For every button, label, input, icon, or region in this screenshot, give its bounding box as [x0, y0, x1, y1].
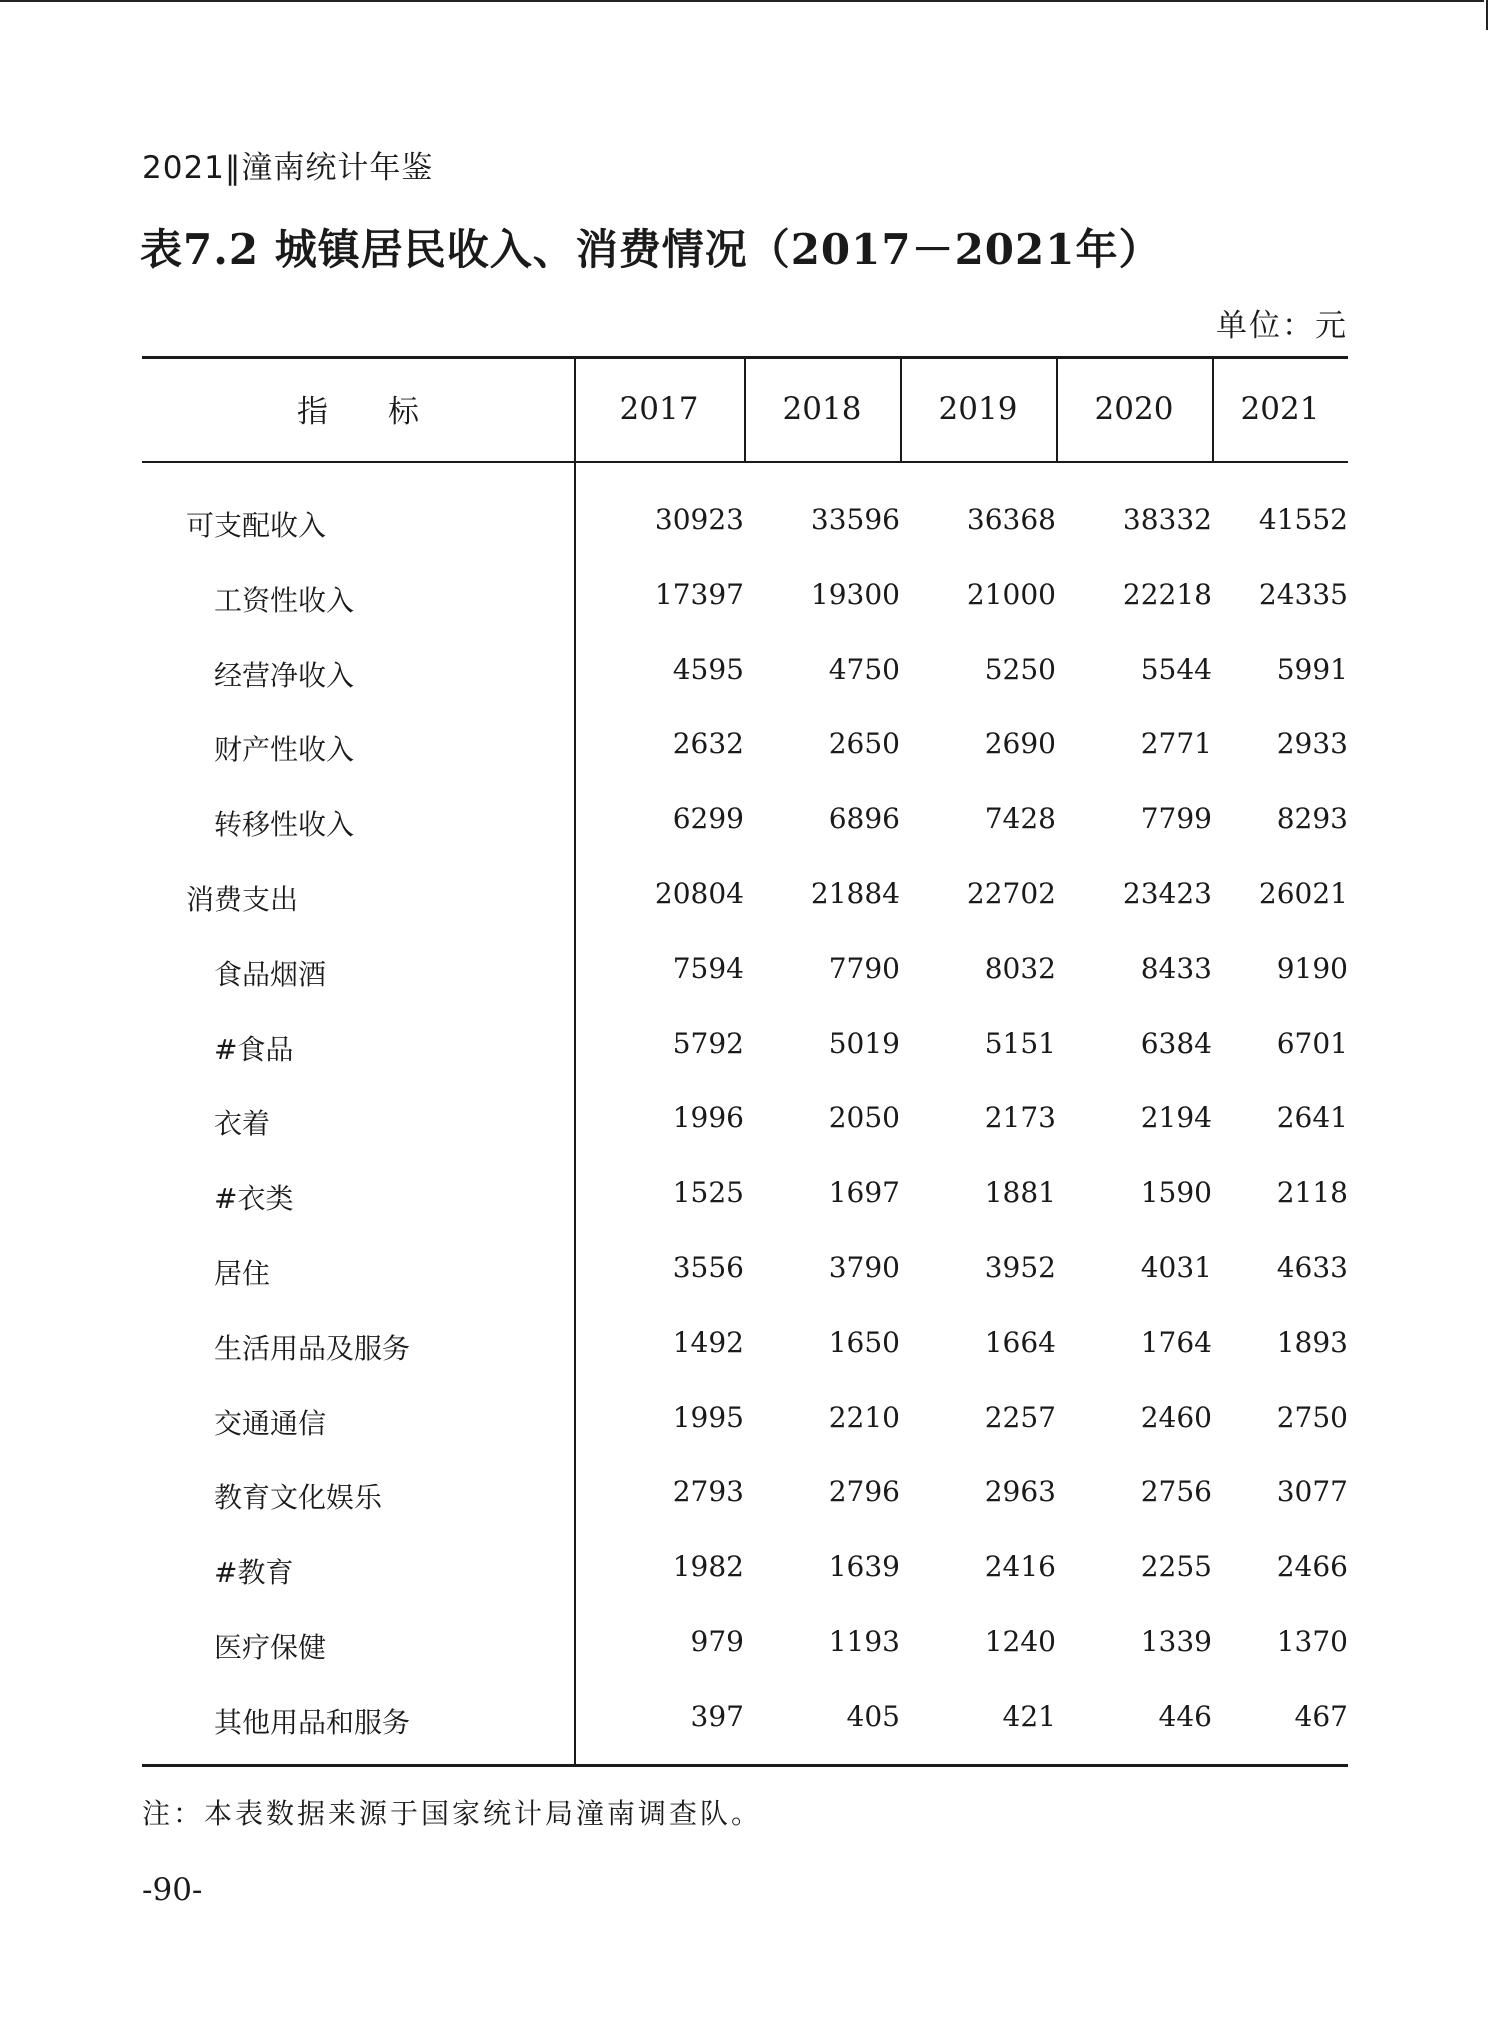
table-row — [142, 1175, 1348, 1250]
cell-value: 446 — [1158, 1699, 1212, 1733]
top-border — [0, 0, 1484, 2]
cell-value: 1996 — [672, 1101, 744, 1135]
row-label: 消费支出 — [186, 883, 299, 916]
source-note: 注：本表数据来源于国家统计局潼南调查队。 — [142, 1797, 763, 1830]
cell-value: 41552 — [1258, 503, 1348, 536]
cell-value: 2632 — [672, 727, 744, 761]
cell-value: 3790 — [828, 1251, 900, 1284]
row-label: 工资性收入 — [214, 583, 355, 617]
cell-value: 397 — [690, 1699, 744, 1733]
cell-value: 2210 — [828, 1400, 900, 1434]
cell-value: 21000 — [966, 577, 1056, 611]
table-row — [142, 1624, 1348, 1699]
cell-value: 21884 — [810, 877, 900, 910]
cell-value: 5544 — [1140, 652, 1212, 686]
cell-value: 17397 — [654, 577, 744, 611]
table-row — [142, 1699, 1348, 1774]
cell-value: 421 — [1002, 1699, 1056, 1733]
table-row — [142, 1100, 1348, 1175]
cell-value: 1982 — [672, 1550, 744, 1584]
yearbook-header: 2021‖潼南统计年鉴 — [142, 150, 434, 186]
column-divider — [1056, 356, 1058, 461]
cell-value: 6896 — [828, 802, 900, 836]
cell-value: 2173 — [984, 1101, 1056, 1135]
cell-value: 4750 — [828, 652, 900, 686]
cell-value: 1240 — [984, 1625, 1056, 1658]
cell-value: 2416 — [984, 1550, 1056, 1584]
cell-value: 30923 — [654, 503, 744, 536]
cell-value: 4031 — [1140, 1251, 1212, 1284]
cell-value: 2460 — [1140, 1400, 1212, 1434]
cell-value: 3556 — [672, 1251, 744, 1284]
cell-value: 4633 — [1276, 1251, 1348, 1284]
cell-value: 5991 — [1276, 652, 1348, 686]
cell-value: 7594 — [672, 951, 744, 985]
table-row — [142, 502, 1348, 577]
table-row — [142, 951, 1348, 1026]
row-label: 生活用品及服务 — [214, 1331, 411, 1365]
cell-value: 5151 — [984, 1026, 1056, 1060]
cell-value: 1590 — [1140, 1176, 1212, 1210]
cell-value: 1664 — [984, 1325, 1056, 1359]
cell-value: 2650 — [828, 727, 900, 761]
table-row — [142, 876, 1348, 951]
year-header: 2020 — [1094, 390, 1174, 427]
cell-value: 2118 — [1276, 1176, 1348, 1210]
cell-value: 1339 — [1140, 1625, 1212, 1658]
table-row — [142, 1250, 1348, 1325]
cell-value: 1881 — [984, 1176, 1056, 1210]
page-number: -90- — [142, 1872, 203, 1908]
year-header: 2017 — [619, 390, 699, 427]
row-label: 教育文化娱乐 — [214, 1481, 383, 1515]
cell-value: 2750 — [1276, 1400, 1348, 1434]
cell-value: 6384 — [1140, 1026, 1212, 1060]
cell-value: 9190 — [1276, 951, 1348, 985]
row-label: #食品 — [214, 1032, 294, 1066]
cell-value: 1995 — [672, 1400, 744, 1434]
cell-value: 24335 — [1258, 577, 1348, 611]
cell-value: 2933 — [1276, 727, 1348, 761]
cell-value: 19300 — [810, 577, 900, 611]
cell-value: 1193 — [828, 1625, 900, 1658]
year-header: 2019 — [938, 390, 1018, 427]
cell-value: 2771 — [1140, 727, 1212, 761]
cell-value: 26021 — [1258, 877, 1348, 910]
cell-value: 1492 — [672, 1325, 744, 1359]
cell-value: 1370 — [1276, 1625, 1348, 1658]
cell-value: 6701 — [1276, 1026, 1348, 1060]
table-row — [142, 652, 1348, 727]
cell-value: 38332 — [1122, 503, 1212, 536]
cell-value: 2194 — [1140, 1101, 1212, 1135]
cell-value: 5019 — [828, 1026, 900, 1060]
row-label: 经营净收入 — [214, 658, 355, 692]
cell-value: 8433 — [1140, 951, 1212, 985]
cell-value: 8032 — [984, 951, 1056, 985]
cell-value: 7790 — [828, 951, 900, 985]
page-title: 表7.2 城镇居民收入、消费情况（2017－2021年） — [140, 225, 1162, 274]
table-header-rule — [142, 461, 1348, 463]
row-label: #衣类 — [214, 1182, 294, 1216]
cell-value: 22702 — [966, 877, 1056, 910]
cell-value: 2796 — [828, 1475, 900, 1509]
indicator-header — [142, 356, 574, 461]
cell-value: 1525 — [672, 1176, 744, 1210]
table-row — [142, 1474, 1348, 1549]
table-row — [142, 801, 1348, 876]
table-row — [142, 577, 1348, 652]
cell-value: 23423 — [1122, 877, 1212, 910]
table-row — [142, 726, 1348, 801]
cell-value: 33596 — [810, 503, 900, 536]
row-label: 其他用品和服务 — [214, 1705, 411, 1739]
cell-value: 467 — [1294, 1699, 1348, 1733]
row-label: 居住 — [214, 1257, 271, 1290]
cell-value: 8293 — [1276, 802, 1348, 836]
cell-value: 1893 — [1276, 1325, 1348, 1359]
year-header: 2018 — [782, 390, 862, 427]
column-divider — [1212, 356, 1214, 461]
cell-value: 5250 — [984, 652, 1056, 686]
cell-value: 979 — [690, 1625, 744, 1658]
column-divider — [744, 356, 746, 461]
table-row — [142, 1400, 1348, 1475]
row-label: 医疗保健 — [214, 1631, 327, 1664]
unit-label: 单位：元 — [1216, 308, 1348, 344]
row-label: 转移性收入 — [214, 808, 355, 842]
row-label: 财产性收入 — [214, 733, 355, 767]
row-label: #教育 — [214, 1556, 294, 1590]
cell-value: 20804 — [654, 877, 744, 910]
cell-value: 6299 — [672, 802, 744, 836]
cell-value: 2963 — [984, 1475, 1056, 1509]
table-row — [142, 1549, 1348, 1624]
table-row — [142, 1026, 1348, 1101]
cell-value: 1650 — [828, 1325, 900, 1359]
cell-value: 1697 — [828, 1176, 900, 1210]
cell-value: 36368 — [966, 503, 1056, 536]
cell-value: 7428 — [984, 802, 1056, 836]
row-label: 食品烟酒 — [214, 957, 327, 991]
cell-value: 2756 — [1140, 1475, 1212, 1509]
cell-value: 2257 — [984, 1400, 1056, 1434]
cell-value: 2255 — [1140, 1550, 1212, 1584]
row-label: 可支配收入 — [186, 509, 327, 542]
cell-value: 2793 — [672, 1475, 744, 1509]
table-row — [142, 1325, 1348, 1400]
cell-value: 5792 — [672, 1026, 744, 1060]
column-divider — [900, 356, 902, 461]
cell-value: 2466 — [1276, 1550, 1348, 1584]
year-header: 2021 — [1240, 390, 1320, 427]
cell-value: 1764 — [1140, 1325, 1212, 1359]
cell-value: 405 — [846, 1699, 900, 1733]
cell-value: 7799 — [1140, 802, 1212, 836]
cell-value: 3077 — [1276, 1475, 1348, 1509]
cell-value: 1639 — [828, 1550, 900, 1584]
row-label: 交通通信 — [214, 1406, 327, 1440]
indicator-header-label: 指标 — [297, 394, 479, 430]
cell-value: 2641 — [1276, 1101, 1348, 1135]
cell-value: 22218 — [1122, 577, 1212, 611]
cell-value: 2690 — [984, 727, 1056, 761]
row-label: 衣着 — [214, 1107, 271, 1141]
cell-value: 3952 — [984, 1251, 1056, 1284]
cell-value: 2050 — [828, 1101, 900, 1135]
cell-value: 4595 — [672, 652, 744, 686]
